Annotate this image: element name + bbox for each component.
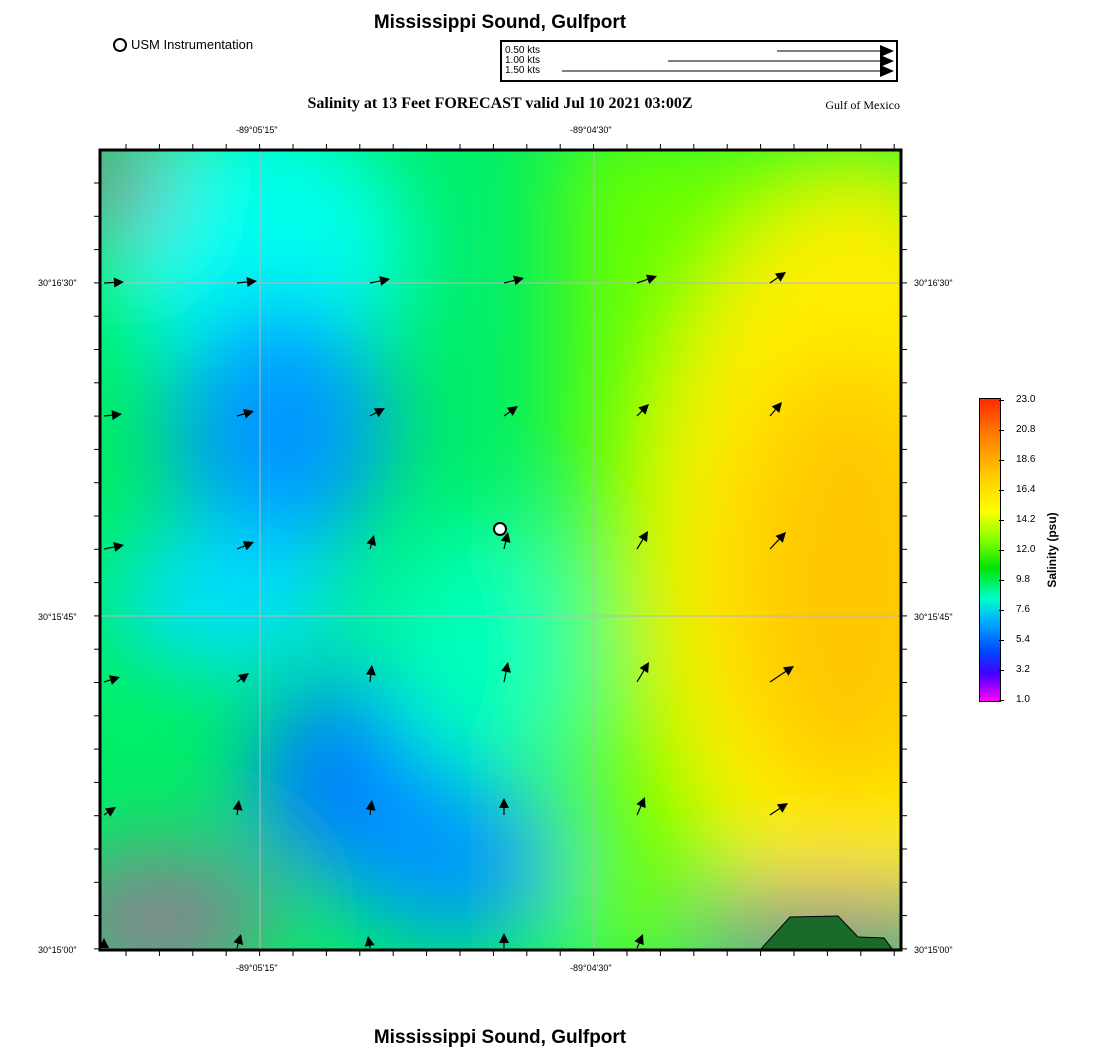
map-title: Mississippi Sound, Gulfport: [373, 12, 627, 33]
colorbar-tick-label: 5.4: [1016, 634, 1030, 645]
colorbar-title: Salinity (psu): [1045, 512, 1059, 588]
colorbar-tick: [999, 520, 1004, 521]
colorbar-tick-label: 16.4: [1016, 484, 1036, 495]
colorbar-tick-label: 20.8: [1016, 424, 1036, 435]
salinity-field: [50, 110, 1070, 990]
colorbar-tick: [999, 610, 1004, 611]
x-tick-label-top: -89°05'15": [236, 125, 278, 135]
scale-label-150: 1.50 kts: [505, 65, 541, 76]
colorbar-tick-label: 18.6: [1016, 454, 1036, 465]
colorbar-tick: [999, 430, 1004, 431]
usm-station-marker[interactable]: [494, 523, 506, 535]
y-tick-label-right: 30°15'45": [914, 612, 953, 622]
colorbar-tick-label: 1.0: [1016, 694, 1030, 705]
station-legend-label: USM Instrumentation: [131, 37, 254, 52]
y-tick-label-left: 30°15'00": [38, 945, 77, 955]
colorbar-tick-label: 9.8: [1016, 574, 1030, 585]
y-tick-label-left: 30°15'45": [38, 612, 77, 622]
colorbar-tick: [999, 550, 1004, 551]
colorbar-tick: [999, 580, 1004, 581]
x-tick-label-top: -89°04'30": [570, 125, 612, 135]
colorbar-tick: [999, 460, 1004, 461]
footer-title: Mississippi Sound, Gulfport: [373, 1027, 627, 1048]
colorbar-tick-label: 14.2: [1016, 514, 1036, 525]
scale-label-050: 0.50 kts: [505, 45, 541, 56]
colorbar-tick: [999, 670, 1004, 671]
y-tick-label-left: 30°16'30": [38, 278, 77, 288]
colorbar-tick: [999, 700, 1004, 701]
x-tick-label-bottom: -89°05'15": [236, 963, 278, 973]
scale-label-100: 1.00 kts: [505, 55, 541, 66]
region-label: Gulf of Mexico: [825, 98, 900, 112]
salinity-colorbar: [979, 398, 1001, 702]
colorbar-tick: [999, 400, 1004, 401]
colorbar-tick: [999, 640, 1004, 641]
forecast-subtitle: Salinity at 13 Feet FORECAST valid Jul 10 2021 03:00Z: [307, 95, 693, 112]
colorbar-tick-label: 12.0: [1016, 544, 1036, 555]
colorbar-tick: [999, 490, 1004, 491]
x-tick-label-bottom: -89°04'30": [570, 963, 612, 973]
colorbar-tick-label: 3.2: [1016, 664, 1030, 675]
colorbar-tick-label: 7.6: [1016, 604, 1030, 615]
y-tick-label-right: 30°16'30": [914, 278, 953, 288]
colorbar-tick-label: 23.0: [1016, 394, 1036, 405]
y-tick-label-right: 30°15'00": [914, 945, 953, 955]
